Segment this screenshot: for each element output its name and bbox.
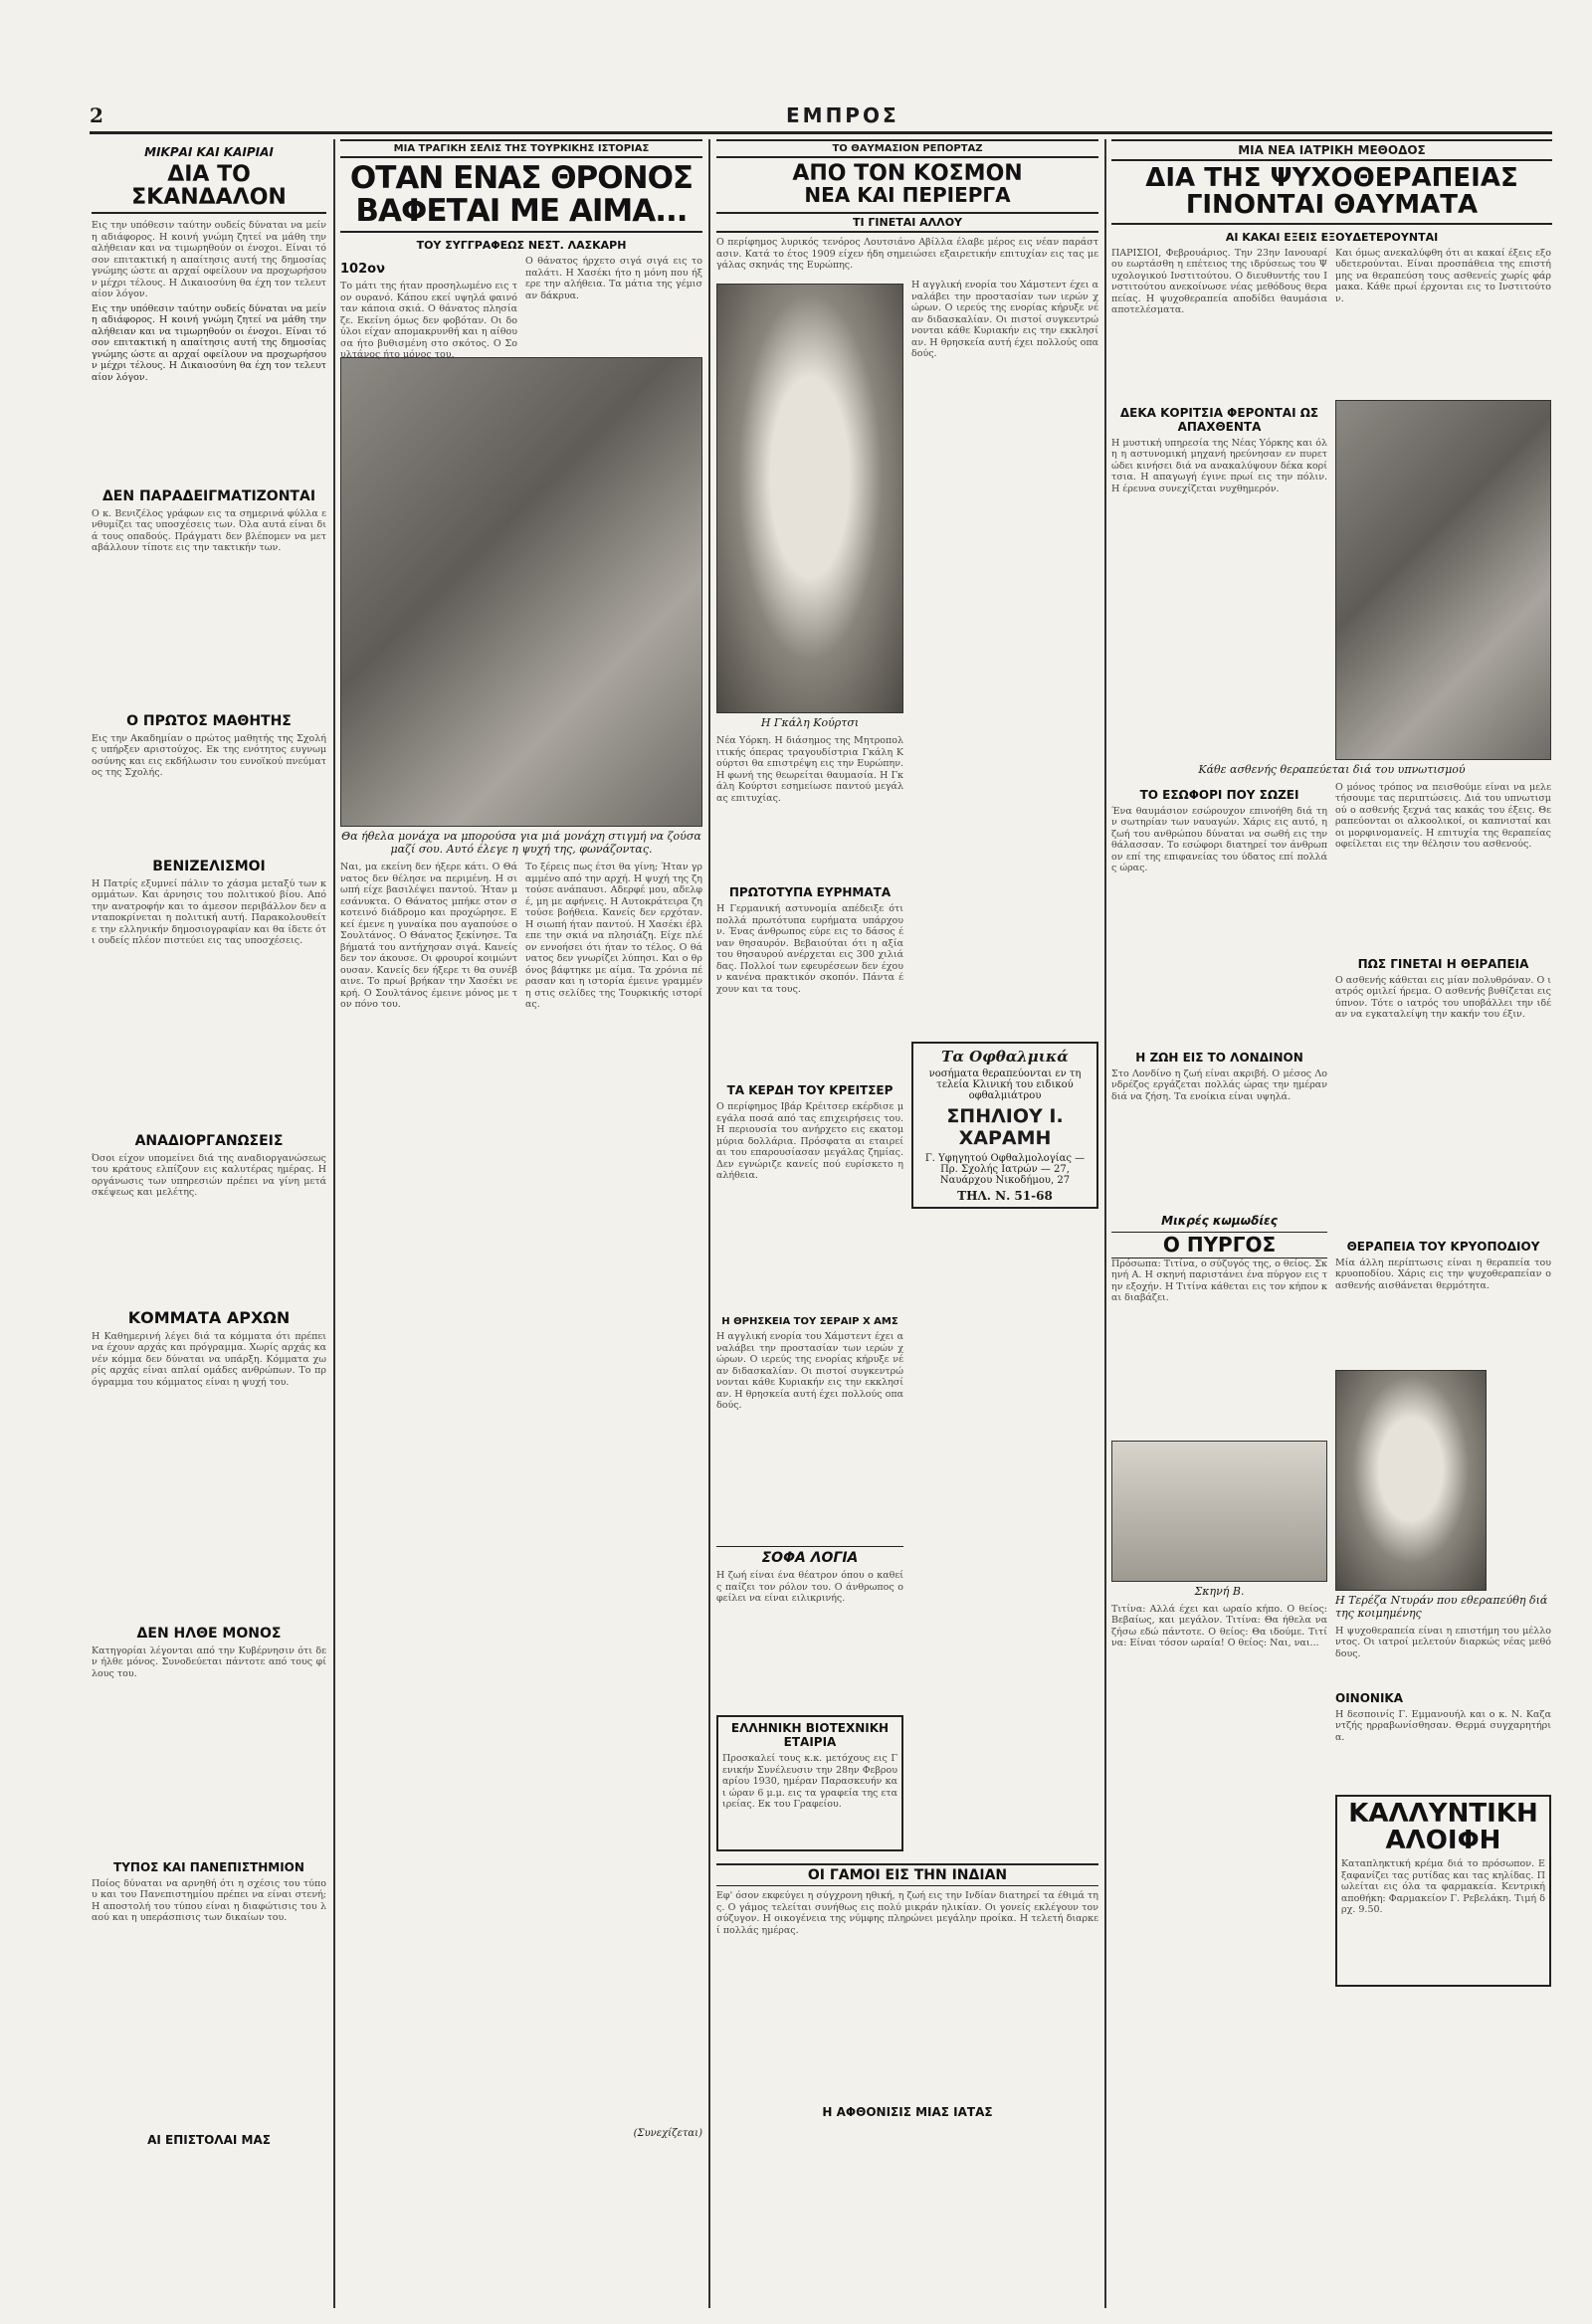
story-photo — [340, 357, 702, 827]
portrait-galli-curci — [716, 284, 903, 713]
masthead: ΕΜΠΡΟΣ — [786, 103, 899, 127]
psy-text-g: Μία άλλη περίπτωσις είναι η θεραπεία του κρυοποδίου. Χάρις εις την ψυχοθεραπείαν ο ασθενής αισθάνεται θερμότητα. — [1335, 1257, 1551, 1291]
cosmetic-ad-title-1: ΚΑΛΛΥΝΤΙΚΗ — [1348, 1798, 1538, 1829]
sub5-text: Η Καθημερινή λέγει διά τα κόμματα ότι πρέπει να έχουν αρχάς και πρόγραμμα. Χωρίς αρχάς κανέν κόμμα δεν δύναται να υπάρξη. Κόμματα χωρίς αρχάς είναι απλαί ομάδες ανθρώπων. Το πρόγραμμα του κόμματος είναι η ψυχή του. — [92, 1330, 326, 1388]
eye-clinic-name: ΣΠΗΛΙΟΥ Ι. ΧΑΡΑΜΗ — [946, 1105, 1064, 1150]
psy-text-c: Στο Λονδίνο η ζωή είναι ακριβή. Ο μέσος Λονδρέζος εργάζεται πολλάς ώρας την ημέραν διά να ζήση. Τα ενοίκια είναι υψηλά. — [1111, 1067, 1327, 1102]
story-intro-2: Ο θάνατος ήρχετο σιγά σιγά εις το παλάτι. Η Χασέκι ήτο η μόνη που ήξερε την αλήθεια. Τα μάτια της γέμισαν δάκρυα. — [525, 256, 702, 301]
cosmetic-ad-text: Καταπληκτική κρέμα διά το πρόσωπον. Εξαφανίζει τας ρυτίδας και τας κηλίδας. Πωλείται εις όλα τα φαρμακεία. Κεντρική αποθήκη: Φαρμακείον Γ. Ρεβελάκη. Τιμή δρχ. 9.50. — [1341, 1858, 1545, 1916]
lead-text-cont: Εις την υπόθεσιν ταύτην ουδείς δύναται να μείνη αδιάφορος. Η κοινή γνώμη ζητεί να μάθη την αλήθειαν και να τιμωρηθούν οι ένοχοι. Είναι τόσον επιτακτική η απαίτησις αυτή της δημοσίας γνώμης ώστε αι αρχαί οφείλουν να προχωρήσουν μέχρι τέλους. Η Δικαιοσύνη θα έχη τον τελευταίον λόγον. — [92, 302, 326, 383]
psy-title-line2: ΓΙΝΟΝΤΑΙ ΘΑΥΜΑΤΑ — [1111, 192, 1552, 224]
psy-lead-text-right: Και όμως ανεκαλύφθη ότι αι κακαί έξεις εξουδετερούνται. Είναι προσπάθεια της επιστήμης να θεραπεύση τους ασθενείς χωρίς φάρμακα. Κάθε πρωί έρχονται εις το Ινστιτούτον. — [1335, 247, 1551, 304]
company-notice — [716, 1715, 903, 1851]
psy-subtitle: ΑΙ ΚΑΚΑΙ ΕΞΕΙΣ ΕΞΟΥΔΕΤΕΡΟΥΝΤΑΙ — [1225, 230, 1439, 244]
psy-lead-text: ΠΑΡΙΣΙΟΙ, Φεβρουάριος. Την 23ην Ιανουαρίου εωρτάσθη η επέτειος της ιδρύσεως του Ψυχολογικού Ινστιτούτου. Ο διευθυντής του Ινστιτούτου ανεκοίνωσε νέας μεθόδους θεραπείας. Η ψυχοθεραπεία αποδίδει θαυμάσια αποτελέσματα. — [1111, 247, 1327, 316]
world-title-a: ΠΡΩΤΟΤΥΠΑ ΕΥΡΗΜΑΤΑ — [728, 885, 892, 900]
eye-clinic-ad — [911, 1042, 1098, 1209]
sub2-text: Εις την Ακαδημίαν ο πρώτος μαθητής της Σχολής υπήρξεν αριστούχος. Εκ της ενότητος ευγνωμοσύνης και εις εκδήλωσιν του ευνοϊκού πνεύματος της Σχολής. — [92, 732, 326, 779]
world-text-d: Η αγγλική ενορία του Χάμστεντ έχει αναλάβει την προστασίαν των ιερών χώρων. Ο ιερεύς της ενορίας κήρυξε νέαν διδασκαλίαν. Οι πιστοί συγκεντρώνονται κάθε Κυριακήν εις την εκκλησίαν. Η θρησκεία αυτή έχει πολλούς οπαδούς. — [716, 1331, 903, 1412]
eye-clinic-line1: Τα Οφθαλμικά — [941, 1048, 1069, 1066]
sub7-title: ΤΥΠΟΣ ΚΑΙ ΠΑΝΕΠΙΣΤΗΜΙΟΝ — [113, 1859, 304, 1874]
psy-text-e: Τιτίνα: Αλλά έχει και ωραίο κήπο. Ο θείος: Βεβαίως, και μεγάλον. Τιτίνα: Θα ήθελα να ζήσω εδώ πάντοτε. Ο θείος: Θα ιδούμε. Τιτίνα: Είναι τόσον ωραία! Ο θείος: Ναι, ναι... — [1111, 1603, 1327, 1649]
world-title-line1: ΑΠΟ ΤΟΝ ΚΟΣΜΟΝ — [792, 161, 1023, 186]
sub7-text: Ποίος δύναται να αρνηθή ότι η σχέσις του τύπου και του Πανεπιστημίου πρέπει να είναι στενή; Η αποστολή του τύπου είναι η διαφώτισις του λαού και η υπεράσπισις των δικαίων του. — [92, 1877, 326, 1924]
world-kicker: ΤΟ ΘΑΥΜΑΣΙΟΝ ΡΕΠΟΡΤΑΖ — [716, 139, 1098, 158]
sub6-title: ΔΕΝ ΗΛΘΕ ΜΟΝΟΣ — [136, 1625, 282, 1642]
story-photo-caption: Θα ήθελα μονάχα να μπορούσα για μιά μονάχη στιγμή να ζούσα μαζί σου. Αυτό έλεγε η ψυχή της, φωνάζοντας. — [341, 830, 701, 857]
sub6-text: Κατηγορίαι λέγονται από την Κυβέρνησιν ότι δεν ήλθε μόνος. Συνοδεύεται πάντοτε από τους φίλους του. — [92, 1645, 326, 1679]
story-continued: (Συνεχίζεται) — [633, 2128, 702, 2140]
world-title-e: ΟΙ ΓΑΜΟΙ ΕΙΣ ΤΗΝ ΙΝΔΙΑΝ — [716, 1863, 1098, 1886]
lead-text: Εις την υπόθεσιν ταύτην ουδείς δύναται να μείνη αδιάφορος. Η κοινή γνώμη ζητεί να μάθη την αλήθειαν και να τιμωρηθούν οι ένοχοι. Είναι τόσον επιτακτική η απαίτησις αυτή της δημοσίας γνώμης ώστε αι αρχαί οφείλουν να προχωρήσουν μέχρι τέλους. Η Δικαιοσύνη θα έχη τον τελευταίον λόγον. — [92, 220, 326, 300]
eye-clinic-phone: ΤΗΛ. Ν. 51-68 — [957, 1189, 1053, 1204]
sub8-title: ΑΙ ΕΠΙΣΤΟΛΑΙ ΜΑΣ — [147, 2132, 271, 2147]
psy-title-f: ΠΩΣ ΓΙΝΕΤΑΙ Η ΘΕΡΑΠΕΙΑ — [1357, 956, 1529, 971]
psy-text-h: Η ψυχοθεραπεία είναι η επιστήμη του μέλλοντος. Οι ιατροί μελετούν διαρκώς νέας μεθόδους. — [1335, 1625, 1551, 1659]
sub5-title: ΚΟΜΜΑΤΑ ΑΡΧΩΝ — [127, 1307, 291, 1327]
section-tag: ΜΙΚΡΑΙ ΚΑΙ ΚΑΙΡΙΑΙ — [144, 145, 274, 159]
psy-text-f: Ο ασθενής κάθεται εις μίαν πολυθρόναν. Ο ιατρός ομιλεί ήρεμα. Ο ασθενής βυθίζεται εις ύπνον. Τότε ο ιατρός του υποβάλλει την ιδέαν να εγκαταλείψη την κακήν του έξιν. — [1335, 974, 1551, 1021]
psy-title-g: ΘΕΡΑΠΕΙΑ ΤΟΥ ΚΡΥΟΠΟΔΙΟΥ — [1346, 1239, 1540, 1254]
column-rule — [1104, 139, 1106, 2308]
psy-text-right: Ο μόνος τρόπος να πεισθούμε είναι να μελετήσουμε τας περιπτώσεις. Διά του υπνωτισμού ο ασθενής ξεχνά τας κακάς του έξεις. Θεραπεύονται οι αλκοολικοί, οι καπνισταί και οι μορφινομανείς. Η επιτυχία της θεραπείας οφείλεται εις την θέλησιν του ασθενούς. — [1335, 781, 1551, 851]
story-intro: Το μάτι της ήταν προσηλωμένο εις τον ουρανό. Κάπου εκεί υψηλά φαινόταν κάποια σκιά. Ο θάνατος πλησίαζε. Εκείνη όμως δεν φοβόταν. Οι δούλοι είχαν απομακρυνθή και η αίθουσα ήτο βυθισμένη στο σκότος. Ο Σουλτάνος ήτο μόνος του. — [340, 281, 517, 361]
column-rule — [333, 139, 335, 2308]
column-rule — [708, 139, 710, 2308]
world-text-e: Η ζωή είναι ένα θέατρον όπου ο καθείς παίζει τον ρόλον του. Ο άνθρωπος οφείλει να είναι ειλικρινής. — [716, 1570, 903, 1605]
story-text-left: Ναι, μα εκείνη δεν ήξερε κάτι. Ο Θάνατος δεν θέλησε να περιμένη. Η σιωπή είχε βασιλέψει παντού. Ήταν μεσάνυκτα. Ο Θάνατος μπήκε στον σκοτεινό διάδρομο και προχώρησε. Εκεί έμενε η γυναίκα που αγαπούσε ο Σουλτάνος. Ο Θάνατος ξεκίνησε. Τα βήματά του αντήχησαν σιγά. Κανείς δεν τον άκουσε. Οι φρουροί κοιμώντουσαν. Κανείς δεν ήξερε τι θα συνέβαινε. Το πρωί βρήκαν την Χασέκι νεκρή. Ο Σουλτάνος έμεινε μόνος με τον πόνο του. — [340, 862, 517, 1011]
world-text-right: Η αγγλική ενορία του Χάμστεντ έχει αναλάβει την προστασίαν των ιερών χώρων. Ο ιερεύς της ενορίας κήρυξε νέαν διδασκαλίαν. Οι πιστοί συγκεντρώνονται κάθε Κυριακήν εις την εκκλησίαν. Η θρησκεία αυτή έχει πολλούς οπαδούς. — [911, 280, 1098, 360]
psy-text-b: Ένα θαυμάσιον εσώρουχον επινοήθη διά την σωτηρίαν των ναυαγών. Χάρις εις αυτό, η ζωή του ανθρώπου δύναται να σωθή εις την θάλασσαν. Το εσώφορι διατηρεί τον άνθρωπον επί της επιφανείας του ύδατος επί πολλάς ώρας. — [1111, 805, 1327, 874]
psy-title-line1: ΔΙΑ ΤΗΣ ΨΥΧΟΘΕΡΑΠΕΙΑΣ — [1145, 163, 1518, 193]
portrait-caption: Η Γκάλη Κούρτσι — [760, 716, 860, 730]
column-turkish-history — [340, 139, 702, 2308]
world-title-line2: ΝΕΑ ΚΑΙ ΠΕΡΙΕΡΓΑ — [804, 183, 1011, 208]
column-psychotherapy — [1111, 139, 1552, 2308]
world-title-f: Η ΑΦΘΟΝΙΣΙΣ ΜΙΑΣ ΙΑΤΑΣ — [822, 2105, 993, 2120]
eye-clinic-line2: νοσήματα θεραπεύονται εν τη τελεία Κλινική του ειδικού οφθαλμιάτρου — [928, 1068, 1082, 1102]
world-text-a: Νέα Υόρκη. Η διάσημος της Μητροπολιτικής όπερας τραγουδίστρια Γκάλη Κούρτσι θα επιστρέψη εις την Ευρώπην. Η φωνή της θεωρείται θαυμασία. Η Γκάλη Κούρτσι εσημείωσε παντού μεγάλας επιτυχίας. — [716, 735, 903, 804]
comedy-drawing-caption: Σκηνή Β. — [1194, 1584, 1245, 1598]
world-title-c: Η ΘΡΗΣΚΕΙΑ ΤΟΥ ΣΕΡΑΙΡ Χ ΑΜΣ — [721, 1316, 898, 1328]
psy-title-d: Μικρές κωμωδίες — [1161, 1213, 1278, 1228]
hypnosis-photo-caption: Κάθε ασθενής θεραπεύεται διά του υπνωτισμού — [1198, 762, 1466, 776]
sub1-text: Ο κ. Βενιζέλος γράφων εις τα σημερινά φύλλα ενθυμίζει τας υποσχέσεις των. Όλα αυτά είναι διά τους οπαδούς. Πράγματι δεν βλέπομεν να μεταβάλλουν τίποτε εις την τακτικήν των. — [92, 507, 326, 554]
portrait-teresa-caption: Η Τερέζα Ντυράν που εθεραπεύθη διά της κοιμημένης — [1335, 1593, 1548, 1620]
sub4-title: ΑΝΑΔΙΟΡΓΑΝΩΣΕΙΣ — [134, 1132, 284, 1149]
sub3-text: Η Πατρίς εξυμνεί πάλιν το χάσμα μεταξύ των κομμάτων. Και άρνησις του πολιτικού βίου. Από την ανατροφήν και το άμεσον περιβάλλον δεν ανταποκρίνεται η πολιτική αυτή. Παρακολουθείτε την ελληνικήν δημοσιογραφίαν και θα ίδετε ότι ουδείς πλέον πιστεύει εις τας υποσχέσεις. — [92, 877, 326, 947]
world-intro: Ο περίφημος λυρικός τενόρος Λουτσιάνο Αβίλλα έλαβε μέρος εις νέαν παράστασιν. Κατά το έτος 1909 είχεν ήδη σημειώσει εξαιρετικήν επιτυχίαν εις τας μεγάλας σκηνάς της Ευρώπης. — [716, 237, 1098, 272]
world-title-d: ΣΟΦΑ ΛΟΓΙΑ — [716, 1546, 903, 1566]
psy-title-e: Ο ΠΥΡΓΟΣ — [1111, 1232, 1327, 1259]
comedy-drawing — [1111, 1441, 1327, 1582]
psy-title-a: ΔΕΚΑ ΚΟΡΙΤΣΙΑ ΦΕΡΟΝΤΑΙ ΩΣ ΑΠΑΧΘΕΝΤΑ — [1119, 405, 1319, 434]
world-text-b: Η Γερμανική αστυνομία απέδειξε ότι πολλά πρωτότυπα ευρήματα υπάρχουν. Ένας άνθρωπος εύρε εις το δάσος έναν θησαυρόν. Βεβαιούται ότι η αξία του θησαυρού ανέρχεται εις 300 χιλιάδας. Πολλοί των εφευρέσεων δεν έχουν κανένα πρακτικόν σκοπόν. Πάντα έχουν και τα τους. — [716, 903, 903, 995]
story-byline: ΤΟΥ ΣΥΓΓΡΑΦΕΩΣ ΝΕΣΤ. ΛΑΣΚΑΡΗ — [416, 239, 627, 253]
sub2-title: Ο ΠΡΩΤΟΣ ΜΑΘΗΤΗΣ — [126, 712, 292, 729]
world-title-line3: ΤΙ ΓΙΝΕΤΑΙ ΑΛΛΟΥ — [716, 212, 1098, 233]
psy-text-a: Η μυστική υπηρεσία της Νέας Υόρκης και όλη η αστυνομική μηχανή ηρεύνησαν εν πυρετώδει κινήσει διά να ανακαλύψουν δέκα κορίτσια. Η απαγωγή έγινε πρωί εις την πόλιν. Η έρευνα συνεχίζεται νυχθημερόν. — [1111, 437, 1327, 494]
column-left — [92, 139, 326, 2308]
psy-text-d: Πρόσωπα: Τιτίνα, ο σύζυγός της, ο θείος. Σκηνή Α. Η σκηνή παριστάνει ένα πύργον εις την εξοχήν. Η Τιτίνα κάθεται εις τον κήπον και διαβάζει. — [1111, 1258, 1327, 1304]
world-text-f: Εφ' όσον εκφεύγει η σύγχρονη ηθική, η ζωή εις την Ινδίαν διατηρεί τα έθιμά της. Ο γάμος τελείται συνήθως εις πολύ μικράν ηλικίαν. Οι γονείς εκλέγουν τον σύζυγον. Η οικογένεια της νύμφης πληρώνει μεγάλην προίκα. Η τελετή διαρκεί πολλάς ημέρας. — [716, 1890, 1098, 1936]
page-header — [90, 103, 1552, 134]
portrait-teresa-duran — [1335, 1370, 1487, 1591]
page-number: 2 — [90, 103, 103, 127]
hypnosis-photo — [1335, 400, 1551, 760]
story-text-right: Το ξέρεις πως έτσι θα γίνη; Ήταν γραμμένο από την αρχή. Η ψυχή της ζητούσε ανάπαυσι. Αδερφέ μου, αδελφέ, μη με αφήνεις. Η Αυτοκράτειρα ζητούσε βοήθεια. Κανείς δεν ερχόταν. Η σιωπή ήταν παντού. Η Χασέκι έβλεπε την σκιά να πλησιάζη. Είχε πλέον εννοήσει ότι ήταν το τέλος. Ο θάνατος δεν γνωρίζει λύπησι. Και ο θρόνος βάφτηκε με αίμα. Τα χρόνια πέρασαν και η ιστορία έμεινε γραμμένη στις σελίδες της Τουρκικής ιστορίας. — [525, 862, 702, 1011]
sub3-title: ΒΕΝΙΖΕΛΙΣΜΟΙ — [152, 858, 266, 874]
story-kicker: ΜΙΑ ΤΡΑΓΙΚΗ ΣΕΛΙΣ ΤΗΣ ΤΟΥΡΚΙΚΗΣ ΙΣΤΟΡΙΑΣ — [340, 139, 702, 158]
lead-title: ΔΙΑ ΤΟ ΣΚΑΝΔΑΛΟΝ — [92, 163, 326, 214]
psy-title-h: ΟΙΝΟΝΙΚΑ — [1335, 1690, 1404, 1705]
world-text-c: Ο περίφημος Ιβάρ Κρέιτσερ εκέρδισε μεγάλα ποσά από τας επιχειρήσεις του. Η περιουσία του ανήρχετο εις εκατομμύρια δολλάρια. Πρόσφατα αι εταιρείαι του επαρουσίασαν μεγάλας ζημίας. Δεν εγνώριζε κανείς πού ευρίσκετο η αλήθεια. — [716, 1101, 903, 1182]
company-notice-text: Προσκαλεί τους κ.κ. μετόχους εις Γενικήν Συνέλευσιν την 28ην Φεβρουαρίου 1930, ημέραν Παρασκευήν και ώραν 6 μ.μ. εις τα γραφεία της εταιρείας. Εκ του Γραφείου. — [722, 1753, 897, 1811]
cosmetic-ad — [1335, 1795, 1551, 1988]
psy-title-c: Η ΖΩΗ ΕΙΣ ΤΟ ΛΟΝΔΙΝΟΝ — [1135, 1050, 1303, 1065]
story-title-line1: ΟΤΑΝ ΕΝΑΣ ΘΡΟΝΟΣ — [349, 160, 694, 196]
chapter-number: 102ον — [340, 262, 385, 278]
psy-title-b: ΤΟ ΕΣΩΦΟΡΙ ΠΟΥ ΣΩΖΕΙ — [1139, 787, 1299, 802]
world-title-b: ΤΑ ΚΕΡΔΗ ΤΟΥ ΚΡΕΙΤΣΕΡ — [726, 1083, 894, 1098]
eye-clinic-address: Γ. Υφηγητού Οφθαλμολογίας — Πρ. Σχολής Ιατρών — 27, Ναυάρχου Νικοδήμου, 27 — [924, 1153, 1086, 1187]
psy-text-i: Η δεσποινίς Γ. Εμμανουήλ και ο κ. Ν. Καζαντζής ηρραβωνίσθησαν. Θερμά συγχαρητήρια. — [1335, 1708, 1551, 1743]
column-world-news — [716, 139, 1098, 2308]
sub4-text: Όσοι είχον υπομείνει διά της αναδιοργανώσεως του κράτους ελπίζουν εις καλυτέρας ημέρας. Η οργάνωσις των υπηρεσιών πρέπει να γίνη μετά σκέψεως και μελέτης. — [92, 1152, 326, 1199]
sub1-title: ΔΕΝ ΠΑΡΑΔΕΙΓΜΑΤΙΖΟΝΤΑΙ — [101, 487, 316, 504]
company-notice-title: ΕΛΛΗΝΙΚΗ ΒΙΟΤΕΧΝΙΚΗ ΕΤΑΙΡΙΑ — [730, 1721, 890, 1750]
cosmetic-ad-title-2: ΑΛΟΙΦΗ — [1385, 1825, 1501, 1855]
psy-kicker: ΜΙΑ ΝΕΑ ΙΑΤΡΙΚΗ ΜΕΘΟΔΟΣ — [1111, 139, 1552, 161]
story-title-line2: ΒΑΦΕΤΑΙ ΜΕ ΑΙΜΑ... — [340, 195, 702, 234]
